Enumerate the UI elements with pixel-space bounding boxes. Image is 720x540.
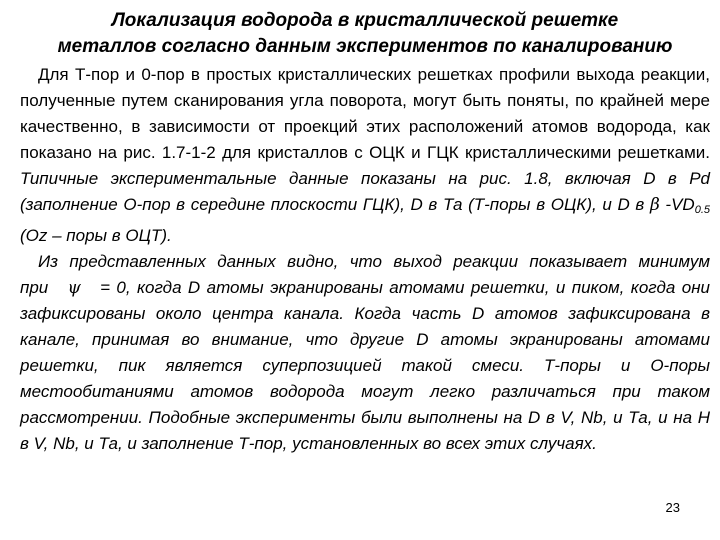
paragraph-2-start: Из представленных данных видно, что выход реакции показывает минимум при: [20, 252, 710, 297]
slide-title: [20, 8, 710, 60]
slide-content: [20, 8, 710, 457]
psi-symbol: ψ: [67, 278, 81, 298]
title-line-2: металлов согласно данным экспериментов по каналированию: [57, 36, 673, 57]
vd-formula: [665, 195, 710, 214]
paragraph-1-tail: (Oz – поры в ОЦТ).: [20, 226, 172, 245]
paragraph-1-italic: Типичные экспериментальные данные показаны на рис. 1.8, включая D в Pd (заполнение О-пор в середине плоскости ГЦК), D в Та (Т-поры в ОЦК), и D в: [20, 169, 710, 214]
title-line-1: Локализация водорода в кристаллической решетке: [111, 10, 619, 31]
vd-subscript: 0.5: [694, 204, 710, 216]
beta-symbol: β: [649, 195, 660, 215]
paragraph-2: [20, 249, 710, 457]
paragraph-1-text: Для Т-пор и 0-пор в простых кристаллических решетках профили выхода реакции, полученные путем сканирования угла поворота, могут быть поняты, по крайней мере качественно, в зависимости от проекций этих расположений атомов водорода, как показано на рис. 1.7-1-2 для кристаллов с ОЦК и ГЦК кристаллическими решетками.: [20, 65, 710, 162]
page-number: 23: [665, 500, 680, 515]
paragraph-2-rest: = 0, когда D атомы экранированы атомами решетки, и пиком, когда они зафиксированы около центра канала. Когда часть D атомов зафиксирована в канале, принимая во внимание, что другие D атомы экранированы атомами решетки, пик является суперпозицией такой смеси. Т-поры и О-поры местообитаниями атомов водорода могут легко различаться при таком рассмотрении. Подобные эксперименты были выполнены на D в V, Nb, и Та, и на Н в V, Nb, и Та, и заполнение Т-пор, установленных во всех этих случаях.: [20, 278, 711, 453]
vd-text: -VD: [665, 195, 695, 214]
paragraph-1: [20, 62, 710, 249]
